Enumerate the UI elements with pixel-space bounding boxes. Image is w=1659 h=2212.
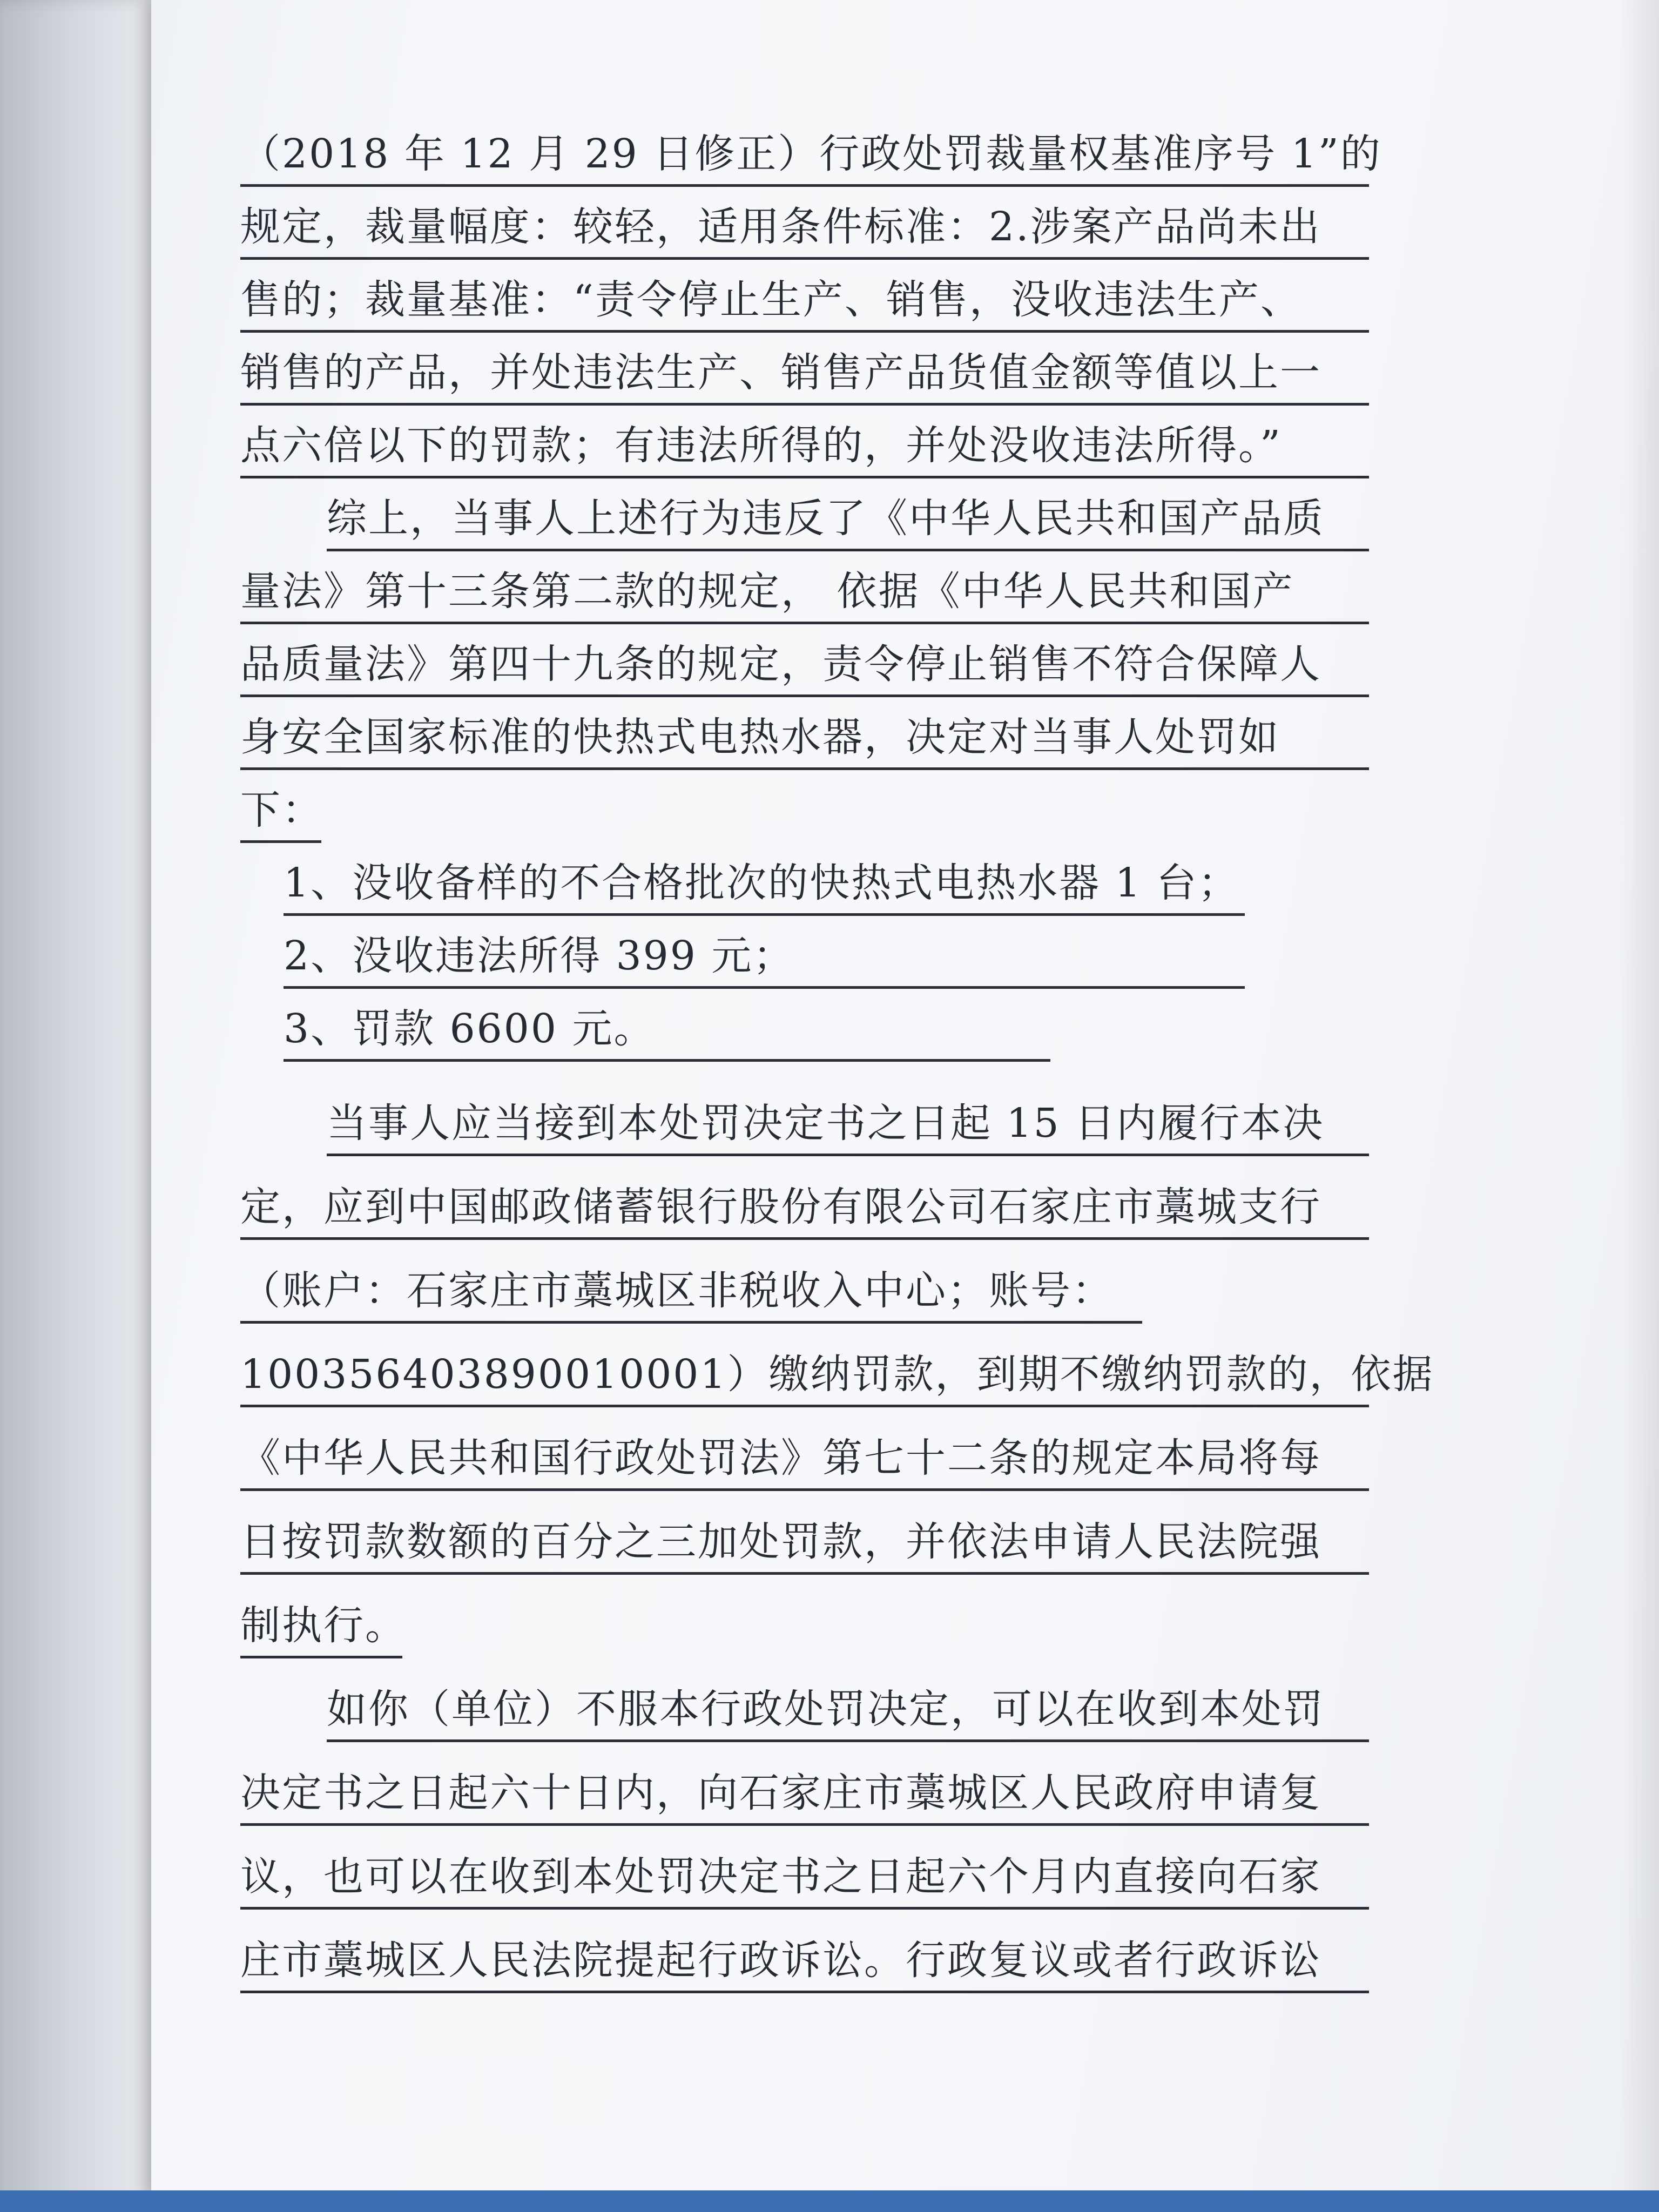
line-text: 点六倍以下的罚款；有违法所得的，并处没收违法所得。” bbox=[240, 419, 1369, 478]
text-line bbox=[240, 1264, 1142, 1334]
line-text: 决定书之日起六十日内，向石家庄市藁城区人民政府申请复 bbox=[240, 1766, 1369, 1826]
penalty-item-3 bbox=[284, 1002, 1050, 1072]
text-line bbox=[240, 1431, 1369, 1501]
paragraph-start-line bbox=[327, 1096, 1369, 1166]
text-line bbox=[240, 564, 1369, 635]
text-line bbox=[240, 1766, 1369, 1836]
line-text: （2018 年 12 月 29 日修正）行政处罚裁量权基准序号 1”的 bbox=[240, 127, 1369, 187]
line-text: 规定，裁量幅度：较轻，适用条件标准：2.涉案产品尚未出 bbox=[240, 200, 1369, 260]
paragraph-start-line bbox=[327, 491, 1369, 562]
document-page bbox=[151, 0, 1659, 2198]
line-text: 身安全国家标准的快热式电热水器，决定对当事人处罚如 bbox=[240, 710, 1369, 770]
text-line bbox=[240, 346, 1369, 416]
line-text: （账户：石家庄市藁城区非税收入中心；账号： bbox=[240, 1264, 1142, 1324]
line-text: 3、罚款 6600 元。 bbox=[284, 1002, 1050, 1062]
line-text: 如你（单位）不服本行政处罚决定，可以在收到本处罚 bbox=[327, 1682, 1369, 1742]
text-line bbox=[240, 1599, 407, 1669]
line-text: 品质量法》第四十九条的规定，责令停止销售不符合保障人 bbox=[240, 637, 1369, 697]
line-text: 下： bbox=[240, 783, 321, 843]
line-text: 日按罚款数额的百分之三加处罚款，并依法申请人民法院强 bbox=[240, 1515, 1369, 1575]
text-line bbox=[240, 419, 1369, 489]
line-text: 销售的产品，并处违法生产、销售产品货值金额等值以上一 bbox=[240, 346, 1369, 406]
text-line bbox=[240, 273, 1369, 343]
penalty-item-1 bbox=[284, 856, 1245, 926]
text-line bbox=[240, 1347, 1434, 1418]
line-text: 庄市藁城区人民法院提起行政诉讼。行政复议或者行政诉讼 bbox=[240, 1933, 1369, 1993]
text-line bbox=[240, 1515, 1369, 1585]
line-text: 制执行。 bbox=[240, 1599, 402, 1658]
line-text: 100356403890010001）缴纳罚款，到期不缴纳罚款的，依据 bbox=[240, 1347, 1369, 1407]
text-line bbox=[240, 1180, 1369, 1250]
text-line bbox=[240, 783, 321, 853]
line-text: 2、没收违法所得 399 元； bbox=[284, 929, 1245, 989]
paragraph-start-line bbox=[327, 1682, 1369, 1752]
background-strip bbox=[0, 2190, 1659, 2212]
line-text: 《中华人民共和国行政处罚法》第七十二条的规定本局将每 bbox=[240, 1431, 1369, 1491]
text-line bbox=[240, 710, 1369, 780]
line-text: 当事人应当接到本处罚决定书之日起 15 日内履行本决 bbox=[327, 1096, 1369, 1156]
line-text: 议，也可以在收到本处罚决定书之日起六个月内直接向石家 bbox=[240, 1850, 1369, 1910]
line-text: 定，应到中国邮政储蓄银行股份有限公司石家庄市藁城支行 bbox=[240, 1180, 1369, 1240]
text-line bbox=[240, 200, 1369, 270]
penalty-item-2 bbox=[284, 929, 1245, 999]
text-line bbox=[240, 127, 1382, 197]
line-text: 1、没收备样的不合格批次的快热式电热水器 1 台； bbox=[284, 856, 1245, 916]
line-text: 综上，当事人上述行为违反了《中华人民共和国产品质 bbox=[327, 491, 1369, 551]
line-text: 量法》第十三条第二款的规定， 依据《中华人民共和国产 bbox=[240, 564, 1369, 624]
text-line bbox=[240, 1850, 1369, 1920]
text-line bbox=[240, 1933, 1369, 2004]
line-text: 售的；裁量基准：“责令停止生产、销售，没收违法生产、 bbox=[240, 273, 1369, 333]
text-line bbox=[240, 637, 1369, 707]
